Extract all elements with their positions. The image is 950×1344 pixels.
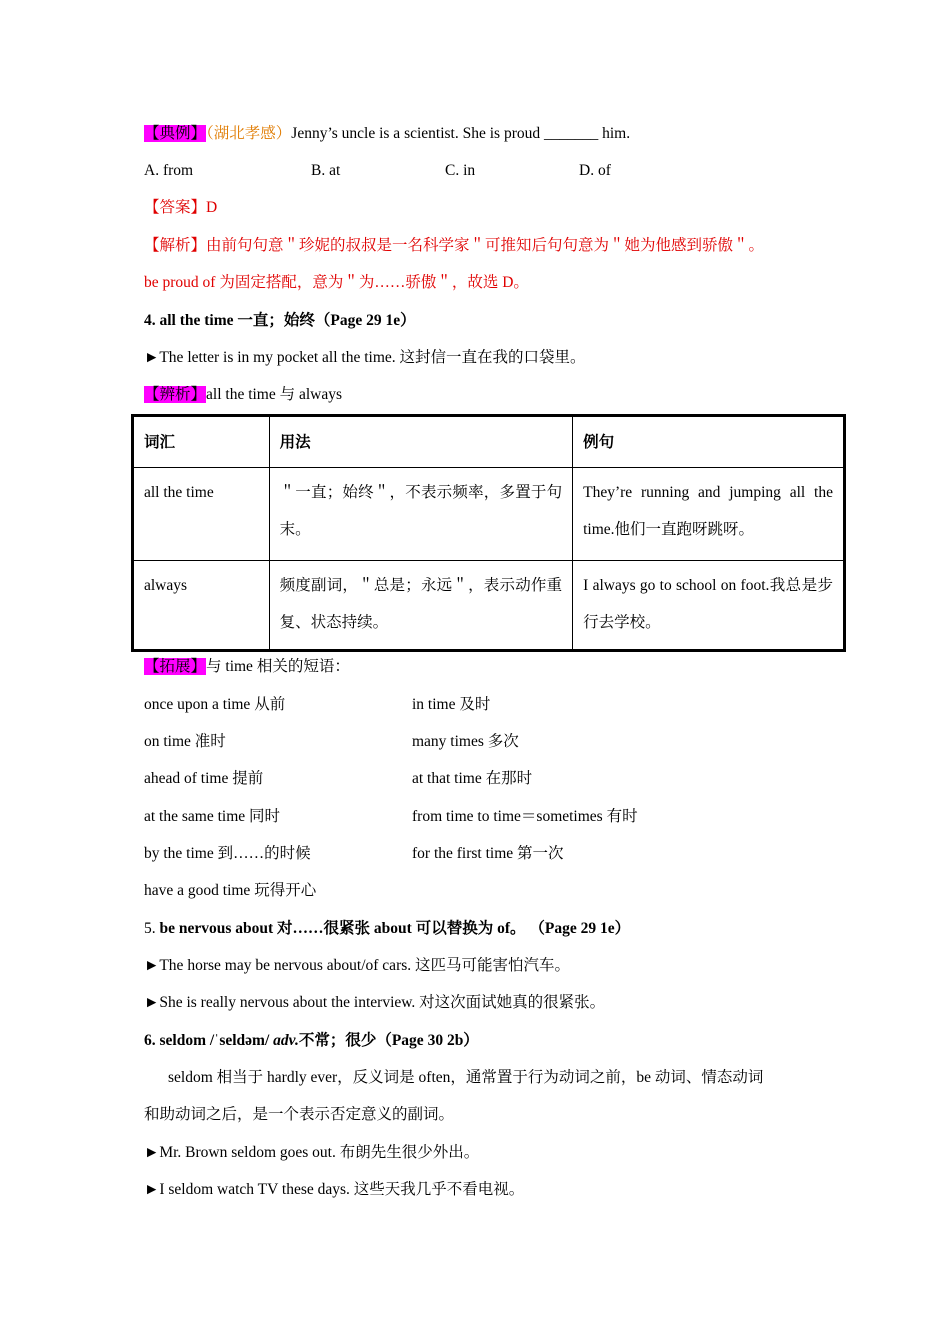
compare-tag: 【辨析】 [144,386,207,403]
item5-example-2: ►She is really nervous about the interview. 对这次面试她真的很紧张。 [144,994,606,1011]
cell-usage: 频度副词，＂总是；永远＂，表示动作重复、状态持续。 [269,561,573,651]
table-header-row [133,416,845,468]
item6-paragraph-1: seldom 相当于 hardly ever，反义词是 often，通常置于行为动词之前，be 动词、情态动词 [168,1069,764,1086]
option-a: A. from [144,162,194,179]
phrase-item: ahead of time 提前 [144,770,264,787]
answer-line: 【答案】D [144,199,218,216]
item6-paragraph-2: 和助动词之后，是一个表示否定意义的副词。 [144,1106,455,1123]
item4-example: ►The letter is in my pocket all the time. 这封信一直在我的口袋里。 [144,349,586,366]
item5-heading: be nervous about 对……很紧张 about 可以替换为 of。 （Page 29 1e） [159,920,631,937]
item6-heading-word: 6. seldom /ˈseldəm/ [144,1032,274,1049]
option-b: B. at [311,162,341,179]
analysis-line-1: 【解析】由前句句意＂珍妮的叔叔是一名科学家＂可推知后句句意为＂她为他感到骄傲＂。 [144,237,765,254]
phrase-item: have a good time 玩得开心 [144,882,317,899]
cell-word: all the time [133,468,270,561]
phrase-item: at the same time 同时 [144,808,281,825]
phrase-item: for the first time 第一次 [412,845,564,862]
item6-example-2: ►I seldom watch TV these days. 这些天我几乎不看电视。 [144,1181,525,1198]
phrase-item: by the time 到……的时候 [144,845,311,862]
compare-title: all the time 与 always [206,386,343,403]
extend-line [144,657,350,677]
phrase-item: in time 及时 [412,696,491,713]
item5-number: 5. [144,920,160,937]
cell-example: They’re running and jumping all the time.他们一直跑呀跳呀。 [573,468,845,561]
example-question-line [144,124,630,144]
item6-example-1: ►Mr. Brown seldom goes out. 布朗先生很少外出。 [144,1144,480,1161]
analysis-line-2: be proud of 为固定搭配，意为＂为……骄傲＂，故选 D。 [144,274,529,291]
item6-pos: adv. [273,1032,299,1049]
example-question: Jenny’s uncle is a scientist. She is proud _______ him. [291,125,631,142]
cell-word: always [133,561,270,651]
cell-example: I always go to school on foot.我总是步行去学校。 [573,561,845,651]
example-source: （湖北孝感） [206,125,292,142]
item6-heading-meaning: 不常；很少（Page 30 2b） [298,1032,479,1049]
item5-example-1: ►The horse may be nervous about/of cars. 这匹马可能害怕汽车。 [144,957,571,974]
header-usage: 用法 [269,416,573,468]
extend-title: 与 time 相关的短语： [206,658,350,675]
item4-heading: 4. all the time 一直；始终（Page 29 1e） [144,312,416,329]
extend-tag: 【拓展】 [144,658,207,675]
compare-line [144,385,342,405]
phrase-item: at that time 在那时 [412,770,533,787]
table-row [133,468,845,561]
item6-heading [144,1031,479,1051]
item5-heading-line [144,919,630,939]
example-tag: 【典例】 [144,125,207,142]
header-example: 例句 [573,416,845,468]
option-d: D. of [579,162,611,179]
phrase-item: on time 准时 [144,733,226,750]
phrase-item: once upon a time 从前 [144,696,286,713]
header-word: 词汇 [133,416,270,468]
phrase-item: from time to time＝sometimes 有时 [412,808,638,825]
cell-usage: ＂一直；始终＂，不表示频率，多置于句末。 [269,468,573,561]
comparison-table [131,414,846,652]
table-row [133,561,845,651]
option-c: C. in [445,162,476,179]
phrase-item: many times 多次 [412,733,519,750]
